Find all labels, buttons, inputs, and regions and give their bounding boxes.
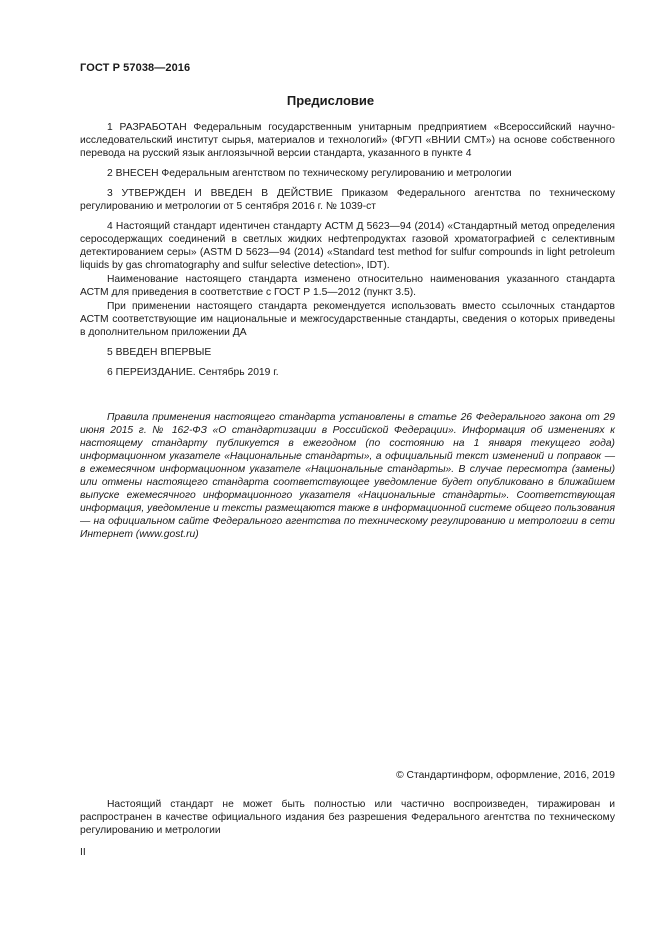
paragraph-references: При применении настоящего стандарта рекомендуется использовать вместо ссылочных стандартов АСТМ соответствующие им национальные и межгосударственные стандарты, сведения о которых приведены в дополнительном приложении ДА	[80, 301, 615, 338]
standard-code: ГОСТ Р 57038—2016	[80, 62, 191, 74]
paragraph-reissue: 6 ПЕРЕИЗДАНИЕ. Сентябрь 2019 г.	[107, 367, 279, 378]
paragraph-approved: 3 УТВЕРЖДЕН И ВВЕДЕН В ДЕЙСТВИЕ Приказом Федерального агентства по техническому регулированию и метрологии от 5 сентября 2016 г. № 1039-ст	[80, 188, 615, 212]
paragraph-identical: 4 Настоящий стандарт идентичен стандарту АСТМ Д 5623—94 (2014) «Стандартный метод определения серосодержащих соединений в светлых жидких нефтепродуктах газовой хроматографией с селективным детектированием серы» (ASTM D 5623—94 (2014) «Standard test method for sulfur compounds in light petroleum liquids by gas chromatography and sulfur selective detection», IDT).	[80, 221, 615, 271]
foreword-body	[80, 121, 615, 379]
paragraph-developed: 1 РАЗРАБОТАН Федеральным государственным унитарным предприятием «Всероссийский научно-исследовательский институт сырья, материалов и технологий» (ФГУП «ВНИИ СМТ») на основе собственного перевода на русский язык англоязычной версии стандарта, указанного в пункте 4	[80, 122, 615, 159]
copyright-line: © Стандартинформ, оформление, 2016, 2019	[396, 770, 615, 781]
page-number: II	[80, 847, 86, 858]
paragraph-name-change: Наименование настоящего стандарта изменено относительно наименования указанного стандарта АСТМ для приведения в соответствие с ГОСТ Р 1.5—2012 (пункт 3.5).	[80, 274, 615, 298]
page-title: Предисловие	[286, 93, 375, 108]
paragraph-introduced: 2 ВНЕСЕН Федеральным агентством по техническому регулированию и метрологии	[107, 168, 512, 179]
paragraph-first-time: 5 ВВЕДЕН ВПЕРВЫЕ	[107, 347, 212, 358]
reproduction-notice: Настоящий стандарт не может быть полностью или частично воспроизведен, тиражирован и распространен в качестве официального издания без разрешения Федерального агентства по техническому регулированию и метрологии	[80, 799, 615, 836]
application-rules-notice: Правила применения настоящего стандарта установлены в статье 26 Федерального закона от 29 июня 2015 г. № 162-ФЗ «О стандартизации в Российской Федерации». Информация об изменениях к настоящему стандарту публикуется в ежегодном (по состоянию на 1 января текущего года) информационном указателе «Национальные стандарты», а официальный текст изменений и поправок — в ежемесячном информационном указателе «Национальные стандарты». В случае пересмотра (замены) или отмены настоящего стандарта соответствующее уведомление будет опубликовано в ближайшем выпуске ежемесячного информационного указателя «Национальные стандарты». Соответствующая информация, уведомление и тексты размещаются также в информационной системе общего пользования — на официальном сайте Федерального агентства по техническому регулированию и метрологии в сети Интернет (www.gost.ru)	[80, 412, 615, 540]
